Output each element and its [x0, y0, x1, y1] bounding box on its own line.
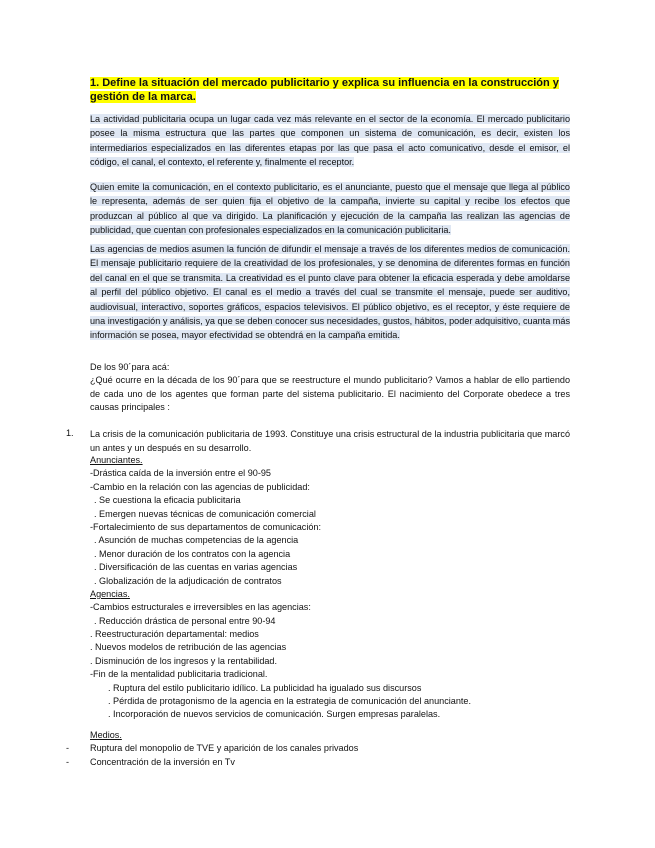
paragraph-media-agencies	[90, 242, 570, 343]
causes-detail	[90, 454, 570, 722]
paragraph-market-text: La actividad publicitaria ocupa un lugar cada vez más relevante en el sector de la economía. El mercado publicitario posee la misma estructura que las partes que componen un sistema de comunicación, es decir, existen los intermediarios especializados en las diferentes etapas por las que pasa el acto comunicativo, desde el emisor, el código, el canal, el contexto, el referente y, finalmente el receptor.	[90, 114, 570, 168]
paragraph-advertiser-text: Quien emite la comunicación, en el contexto publicitario, es el anunciante, puesto que el mensaje que llega al público le representa, además de ser quien fija el objetivo de la campaña, invierte su capital y recibe los efectos que produzcan al público al que va dirigido. La planificación y ejecución de la campaña las realizan las agencias de publicidad, que cuentan con profesionales especializados en la comunicación publicitaria.	[90, 182, 570, 236]
list-number: 1.	[66, 428, 74, 438]
subheading-agencias: Agencias.	[90, 588, 130, 599]
subheading-medios: Medios.	[90, 730, 122, 740]
heading-text: 1. Define la situación del mercado publicitario y explica su influencia en la construcción y gestión de la marca.	[90, 77, 559, 103]
list-item-crisis: La crisis de la comunicación publicitaria de 1993. Constituye una crisis estructural de la industria publicitaria que marcó un antes y un después en su desarrollo.	[90, 429, 570, 453]
list-item: . Incorporación de nuevos servicios de comunicación. Surgen empresas paralelas.	[108, 709, 441, 720]
list-item: . Menor duración de los contratos con la agencia	[94, 548, 291, 559]
list-item-text: Ruptura del monopolio de TVE y aparición de los canales privados	[90, 743, 359, 753]
list-item: . Diversificación de las cuentas en varias agencias	[94, 562, 298, 573]
list-item: . Asunción de muchas competencias de la agencia	[94, 535, 299, 546]
list-item: . Se cuestiona la eficacia publicitaria	[94, 495, 241, 506]
paragraph-market	[90, 112, 570, 170]
list-item: -Fin de la mentalidad publicitaria tradicional.	[90, 669, 268, 680]
list-item-text: Concentración de la inversión en Tv	[90, 756, 235, 767]
list-item: . Emergen nuevas técnicas de comunicación comercial	[94, 508, 316, 519]
list-item: . Reducción drástica de personal entre 90-94	[94, 615, 276, 626]
intro-line-90s: De los 90´para acá:	[90, 362, 170, 372]
paragraph-media-agencies-text: Las agencias de medios asumen la función de difundir el mensaje a través de los diferentes medios de comunicación. El mensaje publicitario requiere de la creatividad de los profesionales, y se denomina de diferentes formas en función del canal en el que se transmita. La creatividad es el punto clave para obtener la eficacia esperada y debe amoldarse al perfil del público objetivo. El canal es el medio a través del cual se transmite el mensaje, puede ser auditivo, audiovisual, interactivo, soportes gráficos, espacios televisivos. El público objetivo, es el receptor, y éste requiere de una investigación y análisis, ya que se deben conocer sus necesidades, gustos, hábitos, poder adquisitivo, cuanta más información se posea, mayor efectividad se obtendrá en la campaña emitida.	[90, 244, 570, 341]
list-item: . Disminución de los ingresos y la rentabilidad.	[90, 655, 278, 666]
list-item: . Reestructuración departamental: medios	[90, 629, 259, 640]
list-item: -Cambios estructurales e irreversibles en las agencias:	[90, 602, 311, 613]
list-item: -Cambio en la relación con las agencias de publicidad:	[90, 481, 310, 492]
list-item: -Fortalecimiento de sus departamentos de comunicación:	[90, 521, 321, 532]
section-heading	[90, 76, 570, 104]
list-item: . Ruptura del estilo publicitario idílico. La publicidad ha igualado sus discursos	[108, 682, 422, 693]
list-item: . Pérdida de protagonismo de la agencia en la estrategia de comunicación del anunciante.	[108, 696, 471, 707]
list-item: . Nuevos modelos de retribución de las agencias	[90, 642, 287, 653]
list-item: . Globalización de la adjudicación de contratos	[94, 575, 282, 586]
dash-marker: -	[66, 756, 70, 767]
list-item: -Drástica caída de la inversión entre el 90-95	[90, 468, 271, 479]
paragraph-advertiser	[90, 180, 570, 238]
intro-question: ¿Qué ocurre en la década de los 90´para que se reestructure el mundo publicitario? Vamos a hablar de ello partiendo de cada uno de los agentes que forman parte del sistema publicitario. El nacimiento del Corporate obedece a tres causas principales :	[90, 375, 570, 413]
subheading-anunciantes: Anunciantes.	[90, 455, 143, 465]
dash-marker: -	[66, 743, 70, 753]
